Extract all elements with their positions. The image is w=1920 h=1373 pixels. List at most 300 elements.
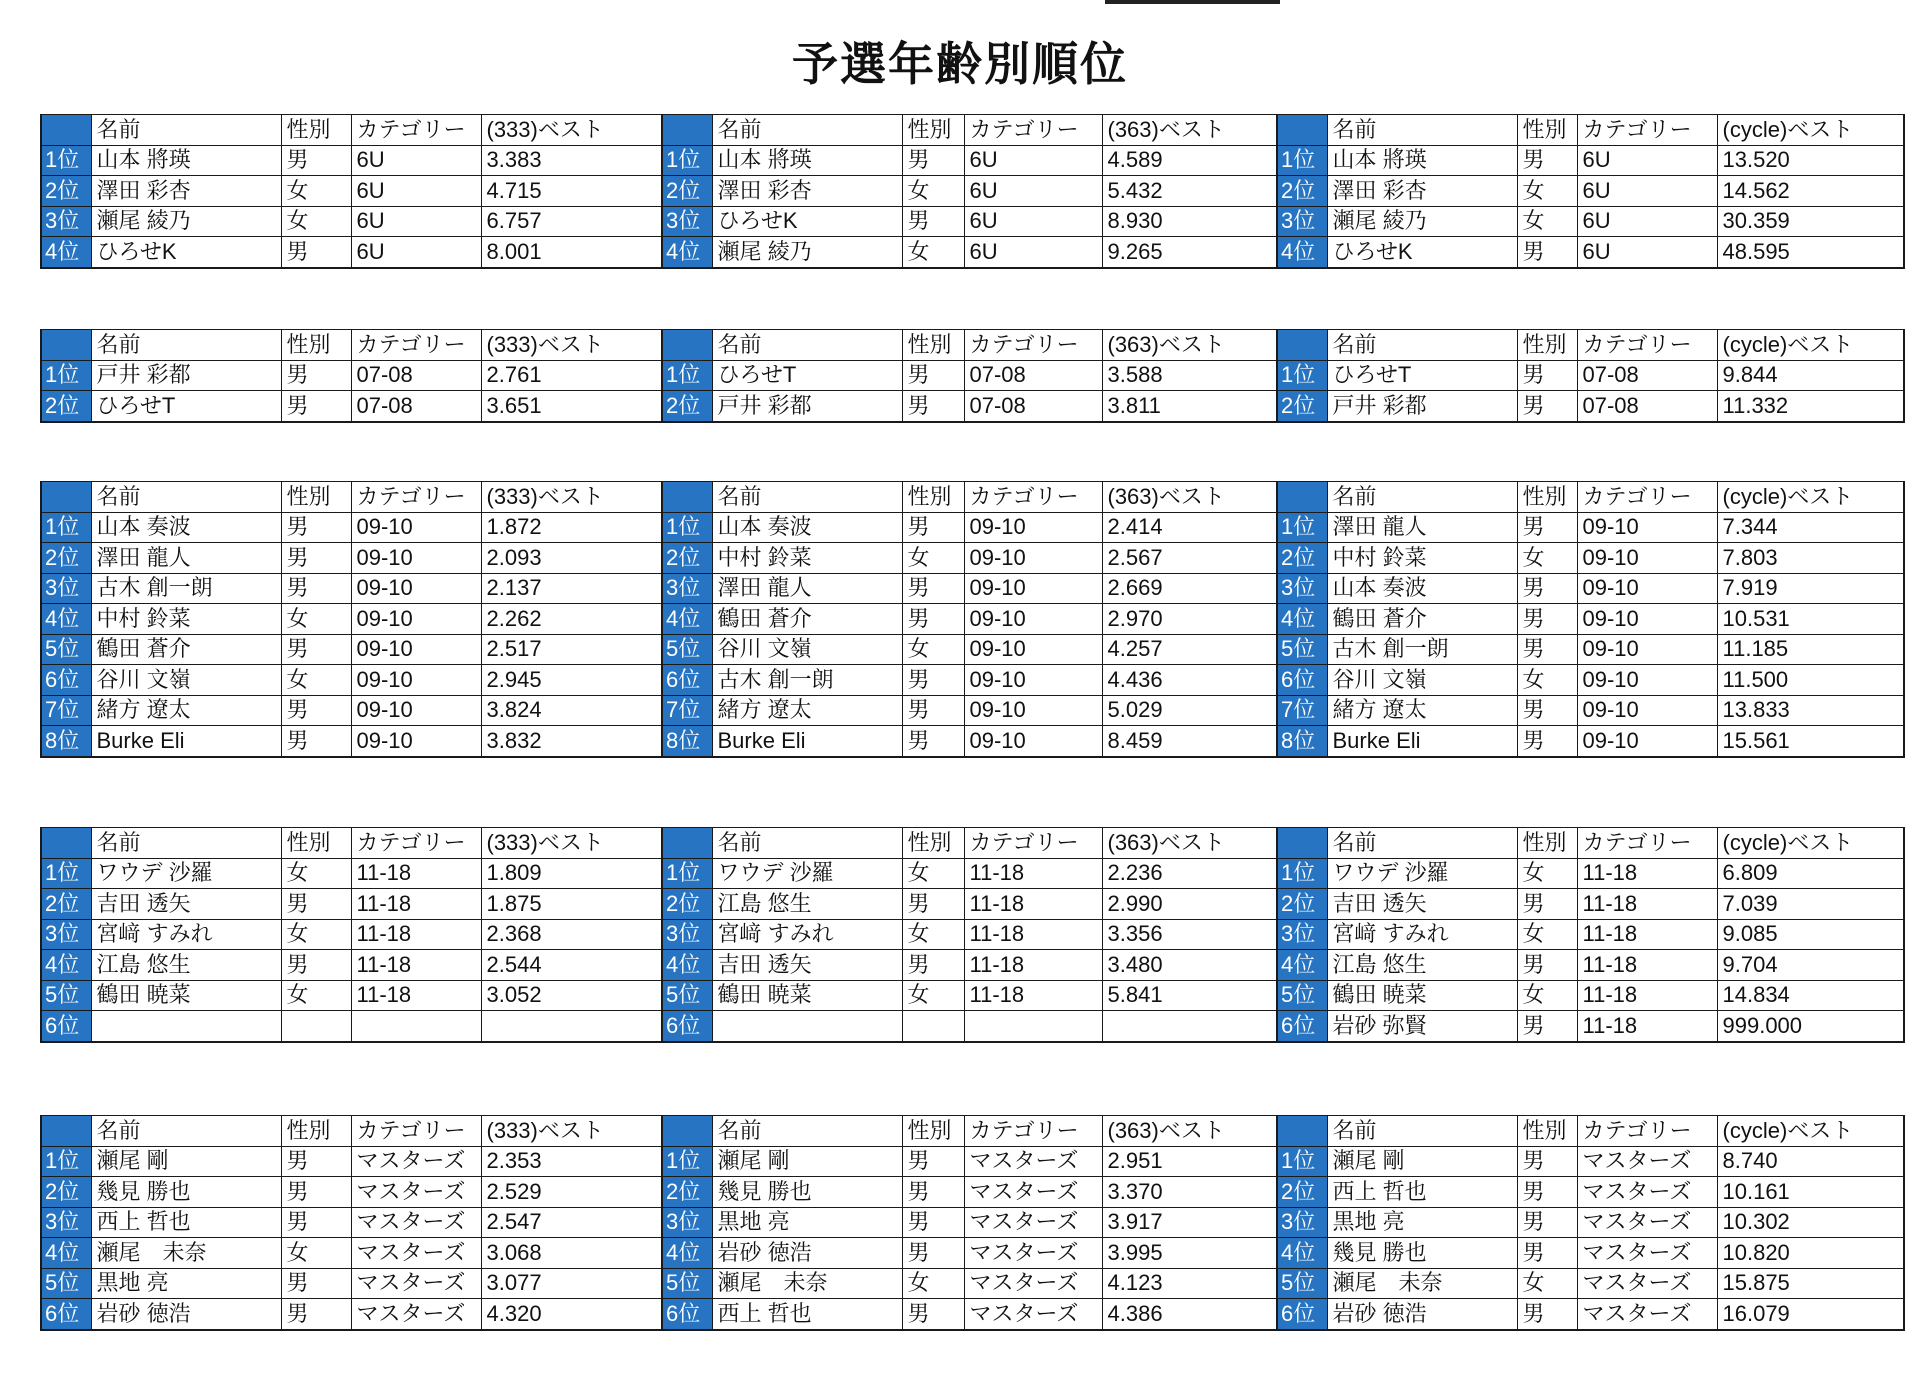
table-row <box>662 1268 1277 1299</box>
name-cell: 瀬尾 剛 <box>91 1146 281 1177</box>
category-cell: マスターズ <box>1577 1207 1717 1238</box>
rank-cell: 2位 <box>662 1177 712 1208</box>
best-cycle-table <box>1276 1115 1905 1331</box>
rank-cell: 1位 <box>1277 360 1327 391</box>
rank-cell: 2位 <box>662 889 712 920</box>
time-cell: 7.344 <box>1717 512 1904 543</box>
rank-header-cell <box>662 115 712 146</box>
name-header: 名前 <box>712 1116 902 1147</box>
best-333-table <box>40 1115 663 1331</box>
table-row <box>1277 950 1904 981</box>
gender-header: 性別 <box>281 828 351 859</box>
time-cell: 3.824 <box>481 695 662 726</box>
category-cell: マスターズ <box>964 1299 1102 1330</box>
time-cell: 2.544 <box>481 950 662 981</box>
category-header: カテゴリー <box>351 115 481 146</box>
table-row <box>41 176 662 207</box>
table-row <box>662 573 1277 604</box>
gender-cell: 男 <box>281 360 351 391</box>
gender-cell: 女 <box>902 919 964 950</box>
rank-cell: 5位 <box>41 1268 91 1299</box>
category-cell: 6U <box>964 237 1102 268</box>
table-row <box>662 360 1277 391</box>
gender-cell: 男 <box>1517 1207 1577 1238</box>
rank-cell: 6位 <box>662 665 712 696</box>
rank-cell: 2位 <box>662 543 712 574</box>
name-cell: 幾見 勝也 <box>1327 1238 1517 1269</box>
time-cell: 2.262 <box>481 604 662 635</box>
time-cell: 13.520 <box>1717 145 1904 176</box>
table-row <box>41 145 662 176</box>
gender-header: 性別 <box>281 482 351 513</box>
category-cell: 11-18 <box>351 919 481 950</box>
rank-cell: 1位 <box>1277 1146 1327 1177</box>
time-cell: 2.236 <box>1102 858 1277 889</box>
table-row <box>41 980 662 1011</box>
table-row <box>1277 889 1904 920</box>
name-header: 名前 <box>1327 828 1517 859</box>
gender-cell: 女 <box>281 206 351 237</box>
name-cell: Burke Eli <box>1327 726 1517 757</box>
name-cell: ワウデ 沙羅 <box>712 858 902 889</box>
gender-cell: 男 <box>902 1207 964 1238</box>
category-cell: 6U <box>351 145 481 176</box>
category-cell: 09-10 <box>351 512 481 543</box>
gender-cell: 女 <box>1517 176 1577 207</box>
name-cell: 戸井 彩都 <box>712 391 902 422</box>
rank-cell: 4位 <box>41 950 91 981</box>
category-cell: 11-18 <box>351 858 481 889</box>
category-cell: マスターズ <box>964 1268 1102 1299</box>
name-cell: 西上 哲也 <box>712 1299 902 1330</box>
gender-cell: 男 <box>1517 604 1577 635</box>
category-cell: 09-10 <box>964 543 1102 574</box>
gender-cell: 男 <box>902 695 964 726</box>
time-cell: 3.480 <box>1102 950 1277 981</box>
header-row <box>662 115 1277 146</box>
gender-cell: 男 <box>902 1238 964 1269</box>
table-row <box>662 1207 1277 1238</box>
time-cell: 10.820 <box>1717 1238 1904 1269</box>
name-cell: 澤田 龍人 <box>91 543 281 574</box>
table-row <box>662 176 1277 207</box>
time-cell: 1.809 <box>481 858 662 889</box>
name-cell: 鶴田 暁菜 <box>91 980 281 1011</box>
rank-cell: 3位 <box>41 206 91 237</box>
category-cell: マスターズ <box>1577 1238 1717 1269</box>
name-header: 名前 <box>91 1116 281 1147</box>
time-cell: 3.651 <box>481 391 662 422</box>
rank-cell: 4位 <box>662 237 712 268</box>
time-cell: 8.001 <box>481 237 662 268</box>
name-cell: 谷川 文嶺 <box>712 634 902 665</box>
category-cell: 11-18 <box>351 889 481 920</box>
name-header: 名前 <box>712 828 902 859</box>
name-cell: 谷川 文嶺 <box>91 665 281 696</box>
category-cell: 6U <box>1577 237 1717 268</box>
name-cell: 澤田 彩杏 <box>712 176 902 207</box>
category-cell: 09-10 <box>964 665 1102 696</box>
gender-header: 性別 <box>902 482 964 513</box>
rank-cell: 7位 <box>1277 695 1327 726</box>
rank-cell: 4位 <box>41 1238 91 1269</box>
name-cell: ひろせK <box>712 206 902 237</box>
gender-header: 性別 <box>1517 1116 1577 1147</box>
header-row <box>1277 330 1904 361</box>
time-cell: 10.302 <box>1717 1207 1904 1238</box>
time-cell <box>481 1011 662 1042</box>
rank-cell: 2位 <box>662 391 712 422</box>
gender-cell: 女 <box>902 858 964 889</box>
table-row <box>41 391 662 422</box>
time-cell: 9.265 <box>1102 237 1277 268</box>
rank-cell: 2位 <box>1277 1177 1327 1208</box>
gender-cell: 女 <box>281 980 351 1011</box>
best-cycle-table <box>1276 114 1905 269</box>
name-cell: 古木 創一朗 <box>712 665 902 696</box>
table-row <box>41 950 662 981</box>
table-row <box>662 919 1277 950</box>
gender-cell: 男 <box>281 1177 351 1208</box>
best-time-header: (333)ベスト <box>481 115 662 146</box>
best-time-header: (333)ベスト <box>481 1116 662 1147</box>
time-cell: 16.079 <box>1717 1299 1904 1330</box>
table-row <box>1277 726 1904 757</box>
name-cell: 江島 悠生 <box>1327 950 1517 981</box>
table-row <box>1277 1238 1904 1269</box>
gender-cell: 女 <box>1517 1268 1577 1299</box>
category-cell: 6U <box>1577 145 1717 176</box>
category-cell: 09-10 <box>351 695 481 726</box>
category-cell: マスターズ <box>1577 1299 1717 1330</box>
best-363-table <box>661 329 1278 423</box>
rank-cell: 5位 <box>41 980 91 1011</box>
name-cell: 瀬尾 剛 <box>712 1146 902 1177</box>
best-time-header: (cycle)ベスト <box>1717 115 1904 146</box>
gender-cell: 男 <box>902 1146 964 1177</box>
name-cell: 吉田 透矢 <box>1327 889 1517 920</box>
time-cell: 2.517 <box>481 634 662 665</box>
rank-header-cell <box>662 330 712 361</box>
rank-cell: 1位 <box>41 145 91 176</box>
category-cell: マスターズ <box>1577 1146 1717 1177</box>
name-cell: ワウデ 沙羅 <box>91 858 281 889</box>
name-cell: 瀬尾 未奈 <box>91 1238 281 1269</box>
name-cell: 山本 奏波 <box>1327 573 1517 604</box>
rank-cell: 3位 <box>662 573 712 604</box>
gender-cell: 男 <box>902 512 964 543</box>
gender-cell: 女 <box>902 176 964 207</box>
name-cell: 岩砂 徳浩 <box>712 1238 902 1269</box>
table-row <box>662 950 1277 981</box>
table-row <box>41 695 662 726</box>
rank-header-cell <box>1277 482 1327 513</box>
rank-cell: 6位 <box>1277 665 1327 696</box>
rank-cell: 7位 <box>41 695 91 726</box>
rank-cell: 6位 <box>41 665 91 696</box>
time-cell: 9.704 <box>1717 950 1904 981</box>
table-row <box>662 980 1277 1011</box>
gender-header: 性別 <box>1517 115 1577 146</box>
rank-cell: 5位 <box>662 634 712 665</box>
name-header: 名前 <box>1327 115 1517 146</box>
name-header: 名前 <box>712 115 902 146</box>
gender-cell: 男 <box>1517 1177 1577 1208</box>
rank-cell: 4位 <box>662 1238 712 1269</box>
name-cell: 古木 創一朗 <box>91 573 281 604</box>
category-header: カテゴリー <box>351 1116 481 1147</box>
table-row <box>662 206 1277 237</box>
category-cell: マスターズ <box>964 1238 1102 1269</box>
category-header: カテゴリー <box>964 1116 1102 1147</box>
category-cell: 11-18 <box>1577 889 1717 920</box>
table-row <box>41 360 662 391</box>
category-header: カテゴリー <box>1577 330 1717 361</box>
gender-cell: 女 <box>281 604 351 635</box>
gender-cell: 男 <box>1517 1011 1577 1042</box>
gender-cell: 男 <box>281 391 351 422</box>
rank-cell: 4位 <box>1277 237 1327 268</box>
category-cell: 11-18 <box>964 858 1102 889</box>
category-header: カテゴリー <box>1577 115 1717 146</box>
table-row <box>1277 1177 1904 1208</box>
gender-cell: 女 <box>1517 665 1577 696</box>
category-header: カテゴリー <box>1577 482 1717 513</box>
name-header: 名前 <box>91 482 281 513</box>
rank-cell: 3位 <box>1277 919 1327 950</box>
table-row <box>41 1177 662 1208</box>
category-cell: 09-10 <box>1577 634 1717 665</box>
gender-cell: 男 <box>281 237 351 268</box>
category-cell <box>351 1011 481 1042</box>
time-cell: 5.029 <box>1102 695 1277 726</box>
rank-cell: 2位 <box>41 176 91 207</box>
time-cell: 2.414 <box>1102 512 1277 543</box>
name-cell: 鶴田 蒼介 <box>712 604 902 635</box>
category-cell: 11-18 <box>1577 980 1717 1011</box>
time-cell: 10.161 <box>1717 1177 1904 1208</box>
rank-header-cell <box>1277 828 1327 859</box>
table-row <box>1277 1146 1904 1177</box>
best-time-header: (cycle)ベスト <box>1717 1116 1904 1147</box>
table-row <box>662 543 1277 574</box>
gender-header: 性別 <box>902 828 964 859</box>
rank-cell: 5位 <box>1277 634 1327 665</box>
table-row <box>41 665 662 696</box>
time-cell: 4.320 <box>481 1299 662 1330</box>
time-cell: 8.459 <box>1102 726 1277 757</box>
name-cell: 鶴田 暁菜 <box>712 980 902 1011</box>
rank-header-cell <box>41 115 91 146</box>
rank-header-cell <box>41 828 91 859</box>
time-cell: 5.841 <box>1102 980 1277 1011</box>
rank-header-cell <box>662 828 712 859</box>
name-cell: 鶴田 蒼介 <box>91 634 281 665</box>
name-cell: 山本 將瑛 <box>1327 145 1517 176</box>
rank-cell: 2位 <box>41 391 91 422</box>
table-row <box>41 1238 662 1269</box>
time-cell: 3.832 <box>481 726 662 757</box>
rank-cell: 1位 <box>1277 145 1327 176</box>
rank-cell: 2位 <box>41 543 91 574</box>
time-cell: 2.761 <box>481 360 662 391</box>
category-cell: 11-18 <box>1577 950 1717 981</box>
gender-cell: 女 <box>1517 858 1577 889</box>
best-cycle-table <box>1276 827 1905 1043</box>
name-header: 名前 <box>712 330 902 361</box>
rank-cell: 3位 <box>662 1207 712 1238</box>
gender-cell: 男 <box>902 1177 964 1208</box>
table-row <box>1277 145 1904 176</box>
rank-cell: 5位 <box>41 634 91 665</box>
name-cell: 吉田 透矢 <box>91 889 281 920</box>
rank-cell: 1位 <box>662 1146 712 1177</box>
table-row <box>662 604 1277 635</box>
header-row <box>41 1116 662 1147</box>
gender-cell: 男 <box>1517 391 1577 422</box>
category-cell: 6U <box>964 176 1102 207</box>
table-row <box>1277 360 1904 391</box>
time-cell: 2.547 <box>481 1207 662 1238</box>
best-333-table <box>40 114 663 269</box>
table-row <box>41 1268 662 1299</box>
name-cell: 宮﨑 すみれ <box>91 919 281 950</box>
time-cell: 3.588 <box>1102 360 1277 391</box>
gender-header: 性別 <box>1517 330 1577 361</box>
category-cell: 6U <box>964 145 1102 176</box>
time-cell: 2.970 <box>1102 604 1277 635</box>
category-cell: 09-10 <box>351 726 481 757</box>
category-header: カテゴリー <box>964 115 1102 146</box>
rank-cell: 4位 <box>662 604 712 635</box>
time-cell: 7.803 <box>1717 543 1904 574</box>
name-cell: 澤田 龍人 <box>1327 512 1517 543</box>
table-row <box>662 665 1277 696</box>
gender-cell: 男 <box>281 512 351 543</box>
gender-header: 性別 <box>902 330 964 361</box>
table-row <box>41 858 662 889</box>
gender-header: 性別 <box>281 115 351 146</box>
time-cell: 4.257 <box>1102 634 1277 665</box>
gender-cell: 男 <box>281 889 351 920</box>
name-cell: 戸井 彩都 <box>1327 391 1517 422</box>
time-cell: 4.123 <box>1102 1268 1277 1299</box>
header-row <box>41 330 662 361</box>
table-row <box>1277 543 1904 574</box>
rank-cell: 6位 <box>1277 1299 1327 1330</box>
name-header: 名前 <box>1327 1116 1517 1147</box>
table-row <box>1277 1299 1904 1330</box>
category-cell: 09-10 <box>1577 726 1717 757</box>
gender-cell: 男 <box>1517 889 1577 920</box>
name-cell: 中村 鈴菜 <box>712 543 902 574</box>
name-cell: Burke Eli <box>712 726 902 757</box>
table-row <box>662 695 1277 726</box>
gender-cell: 男 <box>902 889 964 920</box>
rank-cell: 1位 <box>1277 512 1327 543</box>
best-time-header: (cycle)ベスト <box>1717 828 1904 859</box>
rank-cell: 4位 <box>662 950 712 981</box>
rank-cell: 6位 <box>662 1011 712 1042</box>
name-cell: 瀬尾 綾乃 <box>1327 206 1517 237</box>
gender-cell: 男 <box>902 391 964 422</box>
time-cell: 9.844 <box>1717 360 1904 391</box>
rank-cell: 1位 <box>662 512 712 543</box>
rank-cell: 2位 <box>1277 543 1327 574</box>
category-cell: マスターズ <box>351 1299 481 1330</box>
rank-cell: 5位 <box>1277 1268 1327 1299</box>
rank-cell: 4位 <box>1277 604 1327 635</box>
category-cell: 07-08 <box>1577 360 1717 391</box>
category-header: カテゴリー <box>351 828 481 859</box>
time-cell: 8.740 <box>1717 1146 1904 1177</box>
name-header: 名前 <box>91 330 281 361</box>
gender-cell: 男 <box>1517 573 1577 604</box>
name-cell: 鶴田 暁菜 <box>1327 980 1517 1011</box>
category-cell: 09-10 <box>1577 604 1717 635</box>
name-cell: ひろせK <box>1327 237 1517 268</box>
category-cell: 11-18 <box>351 980 481 1011</box>
name-cell: 瀬尾 剛 <box>1327 1146 1517 1177</box>
gender-cell: 男 <box>902 206 964 237</box>
table-row <box>41 1146 662 1177</box>
category-cell: 09-10 <box>964 604 1102 635</box>
name-cell: 黒地 亮 <box>91 1268 281 1299</box>
rank-cell: 1位 <box>41 360 91 391</box>
gender-cell: 男 <box>902 145 964 176</box>
category-cell: 6U <box>351 206 481 237</box>
name-cell: 瀬尾 未奈 <box>712 1268 902 1299</box>
gender-cell: 男 <box>1517 360 1577 391</box>
table-row <box>662 1011 1277 1042</box>
gender-cell: 男 <box>281 1268 351 1299</box>
gender-cell: 男 <box>1517 1299 1577 1330</box>
name-cell: 西上 哲也 <box>91 1207 281 1238</box>
category-cell: マスターズ <box>964 1146 1102 1177</box>
header-row <box>1277 115 1904 146</box>
gender-cell: 男 <box>1517 634 1577 665</box>
rank-cell: 2位 <box>1277 391 1327 422</box>
rank-cell: 4位 <box>41 237 91 268</box>
category-cell: 07-08 <box>1577 391 1717 422</box>
time-cell: 2.529 <box>481 1177 662 1208</box>
name-cell: 澤田 彩杏 <box>91 176 281 207</box>
header-row <box>1277 828 1904 859</box>
category-cell: マスターズ <box>351 1146 481 1177</box>
time-cell: 4.436 <box>1102 665 1277 696</box>
rank-cell: 2位 <box>662 176 712 207</box>
gender-cell: 男 <box>281 1146 351 1177</box>
category-cell: 11-18 <box>1577 919 1717 950</box>
category-cell: 07-08 <box>351 360 481 391</box>
table-row <box>41 1011 662 1042</box>
table-row <box>1277 237 1904 268</box>
time-cell: 3.077 <box>481 1268 662 1299</box>
gender-cell: 女 <box>902 1268 964 1299</box>
name-cell: 鶴田 蒼介 <box>1327 604 1517 635</box>
best-time-header: (333)ベスト <box>481 482 662 513</box>
table-row <box>662 889 1277 920</box>
rank-cell: 8位 <box>662 726 712 757</box>
name-cell: ひろせK <box>91 237 281 268</box>
name-cell: 谷川 文嶺 <box>1327 665 1517 696</box>
table-row <box>41 889 662 920</box>
time-cell: 14.834 <box>1717 980 1904 1011</box>
table-row <box>1277 980 1904 1011</box>
header-row <box>662 1116 1277 1147</box>
gender-cell: 女 <box>281 176 351 207</box>
rank-cell: 2位 <box>41 1177 91 1208</box>
